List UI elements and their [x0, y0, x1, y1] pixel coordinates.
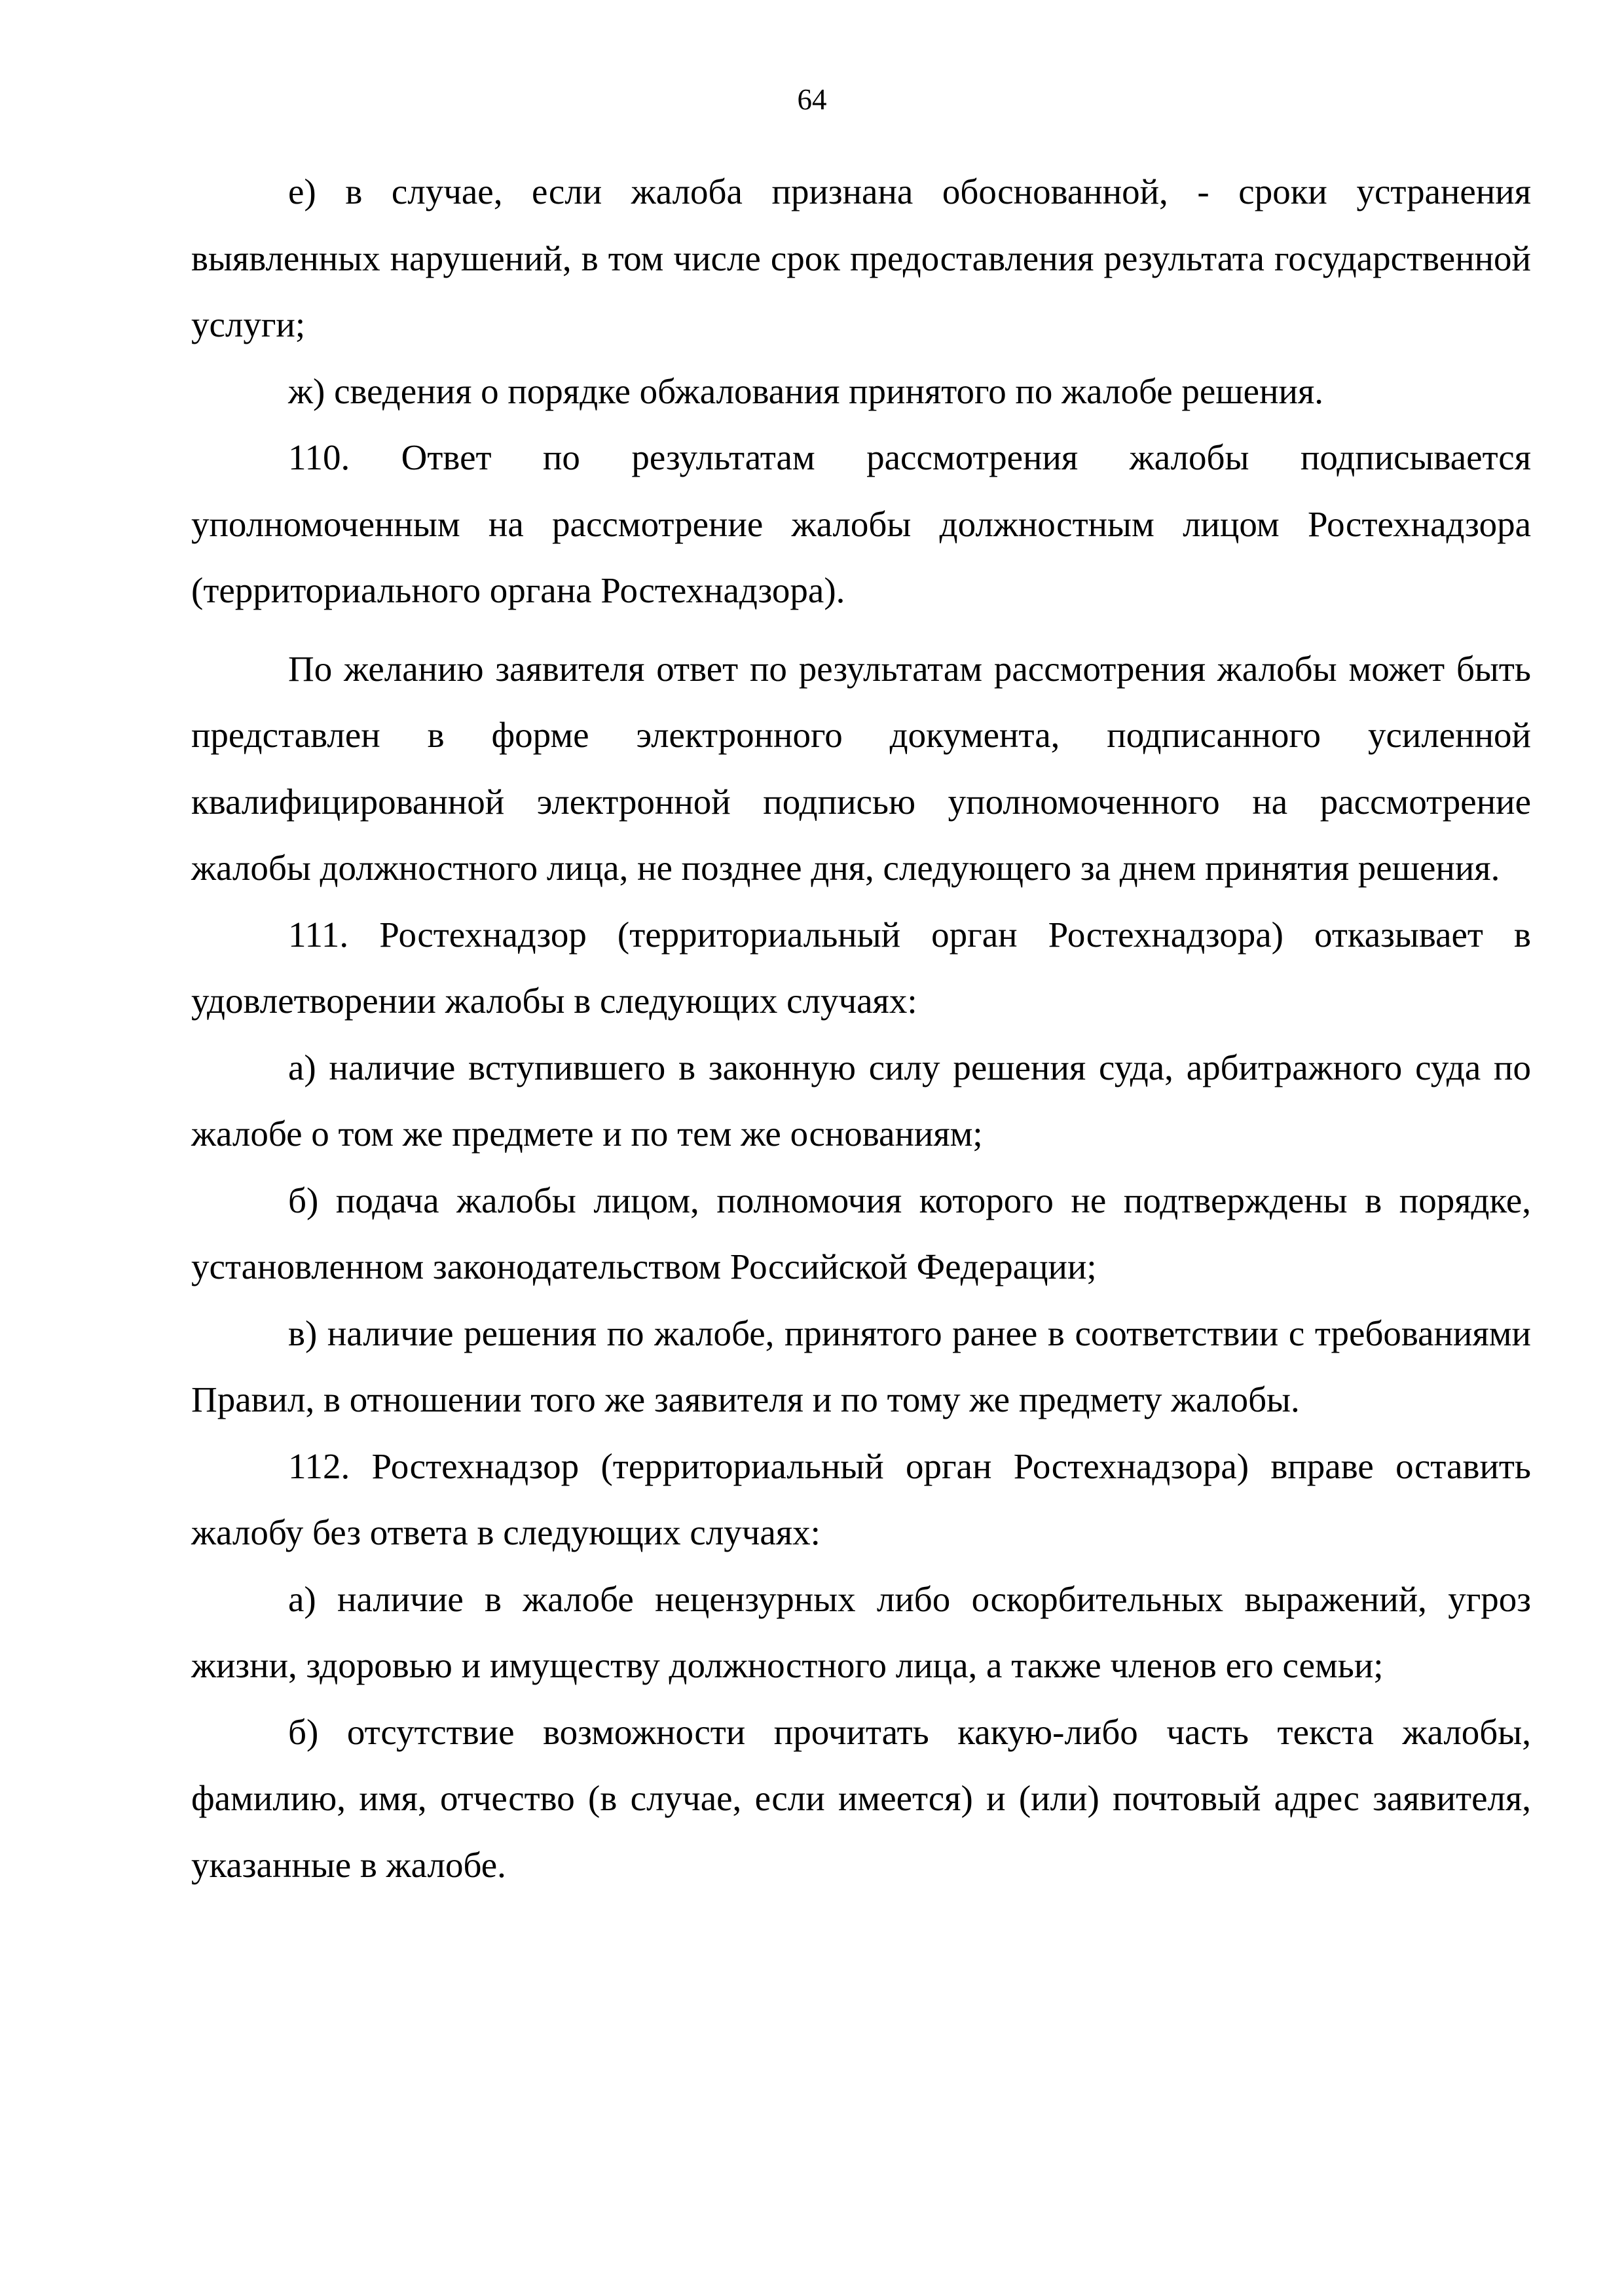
paragraph-111-a: а) наличие вступившего в законную силу решения суда, арбитражного суда по жалобе о том же предмете и по тем же основаниям;: [191, 1047, 1531, 1154]
page-number: 64: [797, 83, 827, 116]
paragraph-item-e: е) в случае, если жалоба признана обоснованной, - сроки устранения выявленных нарушений, в том числе срок предоставления результата государственной услуги;: [191, 172, 1531, 344]
paragraph-item-zh: ж) сведения о порядке обжалования принятого по жалобе решения.: [288, 371, 1324, 411]
paragraph-112-a: а) наличие в жалобе нецензурных либо оскорбительных выражений, угроз жизни, здоровью и имуществу должностного лица, а также членов его семьи;: [191, 1578, 1531, 1685]
paragraph-111-b: б) подача жалобы лицом, полномочия которого не подтверждены в порядке, установленном законодательством Российской Федерации;: [191, 1180, 1531, 1286]
document-body: [191, 158, 1531, 1898]
paragraph-110: 110. Ответ по результатам рассмотрения жалобы подписывается уполномоченным на рассмотрение жалобы должностным лицом Ростехнадзора (территориального органа Ростехнадзора).: [191, 437, 1531, 610]
paragraph-111-v: в) наличие решения по жалобе, принятого ранее в соответствии с требованиями Правил, в отношении того же заявителя и по тому же предмету жалобы.: [191, 1313, 1531, 1419]
paragraph-electronic-response: По желанию заявителя ответ по результатам рассмотрения жалобы может быть представлен в форме электронного документа, подписанного усиленной квалифицированной электронной подписью уполномоченного на рассмотрение жалобы должностного лица, не позднее дня, следующего за днем принятия решения.: [191, 648, 1531, 888]
paragraph-112-b: б) отсутствие возможности прочитать какую-либо часть текста жалобы, фамилию, имя, отчество (в случае, если имеется) и (или) почтовый адрес заявителя, указанные в жалобе.: [191, 1711, 1531, 1885]
paragraph-112: 112. Ростехнадзор (территориальный орган Ростехнадзора) вправе оставить жалобу без ответа в следующих случаях:: [191, 1446, 1531, 1552]
paragraph-111: 111. Ростехнадзор (территориальный орган Ростехнадзора) отказывает в удовлетворении жалобы в следующих случаях:: [191, 914, 1531, 1021]
